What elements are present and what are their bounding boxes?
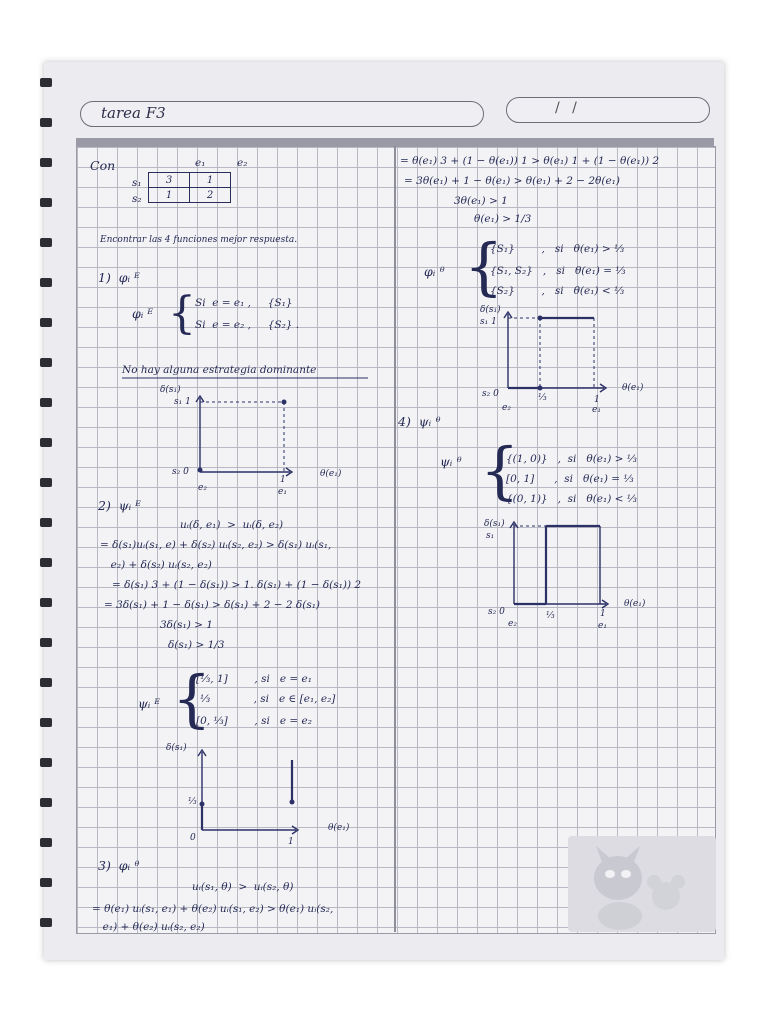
no-dominant-note: No hay alguna estrategia dominante bbox=[122, 364, 317, 376]
spiral-binding bbox=[40, 70, 54, 950]
plot2-ymid: ⅓ bbox=[188, 797, 197, 807]
con-label: Con bbox=[90, 158, 116, 173]
section-2-function: ψᵢ ᴱ bbox=[138, 696, 161, 711]
section-1-label: 1) φᵢ ᴱ bbox=[98, 270, 140, 285]
plot4-xlabel: θ(e₁) bbox=[624, 599, 646, 609]
plot1-ytop: s₁ 1 bbox=[174, 397, 191, 407]
plot3-xorigin: e₂ bbox=[502, 403, 511, 413]
brace-icon: { bbox=[172, 662, 212, 735]
plot2-xlabel: θ(e₁) bbox=[328, 823, 350, 833]
table-col2: e₂ bbox=[237, 157, 248, 169]
plot4-yorigin: s₂ 0 bbox=[488, 607, 505, 617]
derivation-line: 3θ(e₁) > 1 bbox=[454, 195, 508, 207]
plot1-xend: 1 bbox=[280, 475, 286, 485]
plot3-xlabel: θ(e₁) bbox=[622, 383, 644, 393]
cartoon-watermark-icon bbox=[568, 836, 716, 932]
table-row1: s₁ bbox=[132, 177, 142, 189]
plot1-xend-sub: e₁ bbox=[278, 487, 287, 497]
table-col1: e₁ bbox=[195, 157, 206, 169]
payoff-cell: 3 bbox=[149, 173, 190, 188]
grid-top-bar bbox=[76, 138, 714, 146]
plot2-xend: 1 bbox=[288, 837, 294, 847]
section-4-label: 4) ψᵢ ᶿ bbox=[398, 414, 441, 429]
derivation-line: = δ(s₁) 3 + (1 − δ(s₁)) > 1. δ(s₁) + (1 − δ(s₁)) 2 bbox=[112, 579, 362, 591]
derivation-line: e₂) + δ(s₂) uᵢ(s₂, e₂) bbox=[104, 559, 212, 571]
section-2-case-3: [0, ⅓] , si e = e₂ bbox=[196, 715, 312, 727]
derivation-line: = 3δ(s₁) + 1 − δ(s₁) > δ(s₁) + 2 − 2 δ(s₁) bbox=[104, 599, 321, 611]
page-title: tarea F3 bbox=[101, 104, 166, 122]
derivation-line: uᵢ(δ, e₁) > uᵢ(δ, e₂) bbox=[180, 519, 284, 531]
plot3-ytop: s₁ 1 bbox=[480, 317, 497, 327]
column-divider bbox=[394, 146, 396, 932]
brace-icon: { bbox=[480, 434, 520, 507]
payoff-cell: 2 bbox=[190, 188, 231, 203]
cartoon-watermark bbox=[568, 836, 716, 932]
section-4-function: ψᵢ ᶿ bbox=[440, 454, 463, 469]
section-4-case-2: [0, 1] , si θ(e₁) = ⅓ bbox=[506, 473, 634, 485]
plot4-xorigin: e₂ bbox=[508, 619, 517, 629]
section-3-function: φᵢ ᶿ bbox=[424, 264, 446, 279]
section-1-case-2: Si e = e₂ , {S₂} . bbox=[195, 319, 300, 331]
plot1-ylabel: δ(s₁) bbox=[160, 385, 181, 395]
payoff-cell: 1 bbox=[149, 188, 190, 203]
plot1-xlabel: θ(e₁) bbox=[320, 469, 342, 479]
plot1-xorigin: e₂ bbox=[198, 483, 207, 493]
instruction-text: Encontrar las 4 funciones mejor respuesta. bbox=[100, 235, 298, 245]
derivation-line: = θ(e₁) uᵢ(s₁, e₁) + θ(e₂) uᵢ(s₁, e₂) > θ(e₁) uᵢ(s₂, bbox=[92, 903, 334, 915]
plot3-xend: 1 bbox=[594, 395, 600, 405]
title-box bbox=[80, 101, 484, 127]
section-1-case-1: Si e = e₁ , {S₁} bbox=[195, 297, 293, 309]
derivation-line: δ(s₁) > 1/3 bbox=[168, 639, 225, 651]
derivation-line: θ(e₁) > 1/3 bbox=[474, 213, 532, 225]
section-4-case-3: {(0, 1)} , si θ(e₁) < ⅓ bbox=[506, 493, 637, 505]
section-3-case-3: {S₂} , si θ(e₁) < ⅓ bbox=[490, 285, 625, 297]
section-1-function: φᵢ ᴱ bbox=[132, 306, 153, 321]
derivation-line: e₁) + θ(e₂) uᵢ(s₂, e₂) bbox=[96, 921, 205, 933]
plot3-ylabel: δ(s₁) bbox=[480, 305, 501, 315]
plot2-yorigin: 0 bbox=[190, 833, 196, 843]
plot4-xend-sub: e₁ bbox=[598, 621, 607, 631]
best-response-plot-4 bbox=[0, 0, 1, 1]
date-box bbox=[506, 97, 710, 123]
section-3-case-2: {S₁, S₂} , si θ(e₁) = ⅓ bbox=[490, 265, 626, 277]
section-4-case-1: {(1, 0)} , si θ(e₁) > ⅓ bbox=[506, 453, 637, 465]
brace-icon: { bbox=[464, 230, 504, 303]
section-2-case-1: [⅓, 1] , si e = e₁ bbox=[196, 673, 312, 685]
section-3-case-1: {S₁} , si θ(e₁) > ⅓ bbox=[490, 243, 625, 255]
payoff-cell: 1 bbox=[190, 173, 231, 188]
brace-icon: { bbox=[168, 288, 196, 339]
payoff-table bbox=[148, 172, 231, 203]
derivation-line: 3δ(s₁) > 1 bbox=[160, 619, 213, 631]
section-3-label: 3) φᵢ ᶿ bbox=[98, 858, 140, 873]
section-2-case-2: ⅓ , si e ∈ [e₁, e₂] bbox=[200, 693, 336, 705]
section-2-label: 2) ψᵢ ᴱ bbox=[98, 498, 141, 513]
derivation-line: = 3θ(e₁) + 1 − θ(e₁) > θ(e₁) + 2 − 2θ(e₁) bbox=[404, 175, 620, 187]
derivation-line: = δ(s₁)uᵢ(s₁, e) + δ(s₂) uᵢ(s₂, e₂) > δ(s₁) uᵢ(s₁, bbox=[100, 539, 332, 551]
plot1-yorigin: s₂ 0 bbox=[172, 467, 189, 477]
derivation-line: = θ(e₁) 3 + (1 − θ(e₁)) 1 > θ(e₁) 1 + (1 − θ(e₁)) 2 bbox=[400, 155, 660, 167]
plot4-xmid: ⅓ bbox=[546, 611, 555, 621]
plot4-ytop: s₁ bbox=[486, 531, 495, 541]
plot2-ylabel: δ(s₁) bbox=[166, 743, 187, 753]
table-row2: s₂ bbox=[132, 193, 142, 205]
date-field: / / bbox=[555, 100, 581, 116]
plot4-ylabel: δ(s₁) bbox=[484, 519, 505, 529]
plot4-xend: 1 bbox=[600, 609, 606, 619]
plot3-xend-sub: e₁ bbox=[592, 405, 601, 415]
plot3-yorigin: s₂ 0 bbox=[482, 389, 499, 399]
plot3-xmid: ⅓ bbox=[538, 393, 547, 403]
derivation-line: uᵢ(s₁, θ) > uᵢ(s₂, θ) bbox=[192, 881, 294, 893]
